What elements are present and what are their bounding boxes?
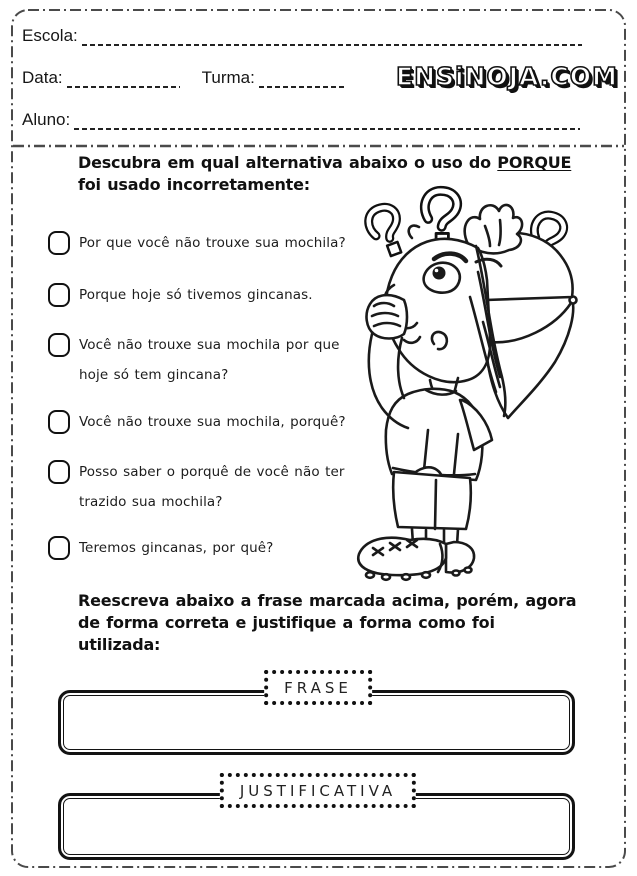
option-row-4 [48,407,347,437]
option-checkbox-4[interactable] [48,410,70,434]
option-row-5 [48,457,347,517]
option-row-2 [48,280,347,310]
rewrite-instruction: Reescreva abaixo a frase marcada acima, porém, agora de forma correta e justifique a forma como foi utilizada: [78,591,577,654]
site-logo: ENSiNOJA.COM [396,62,618,91]
justificativa-tag: JUSTIFICATIVA [220,773,416,808]
porque-underlined: PORQUE [497,153,572,172]
option-label-4: Você não trouxe sua mochila, porquê? [79,414,346,430]
option-label-3: Você não trouxe sua mochila por que hoje só tem gincana? [79,337,340,383]
option-checkbox-3[interactable] [48,333,70,357]
student-row [22,110,580,130]
school-field-line[interactable] [82,31,582,46]
option-checkbox-6[interactable] [48,536,70,560]
class-field-line[interactable] [259,73,347,88]
date-label: Data: [22,68,63,87]
student-label: Aluno: [22,110,71,129]
instruction-after: foi usado incorretamente: [78,175,310,194]
option-checkbox-2[interactable] [48,283,70,307]
class-label: Turma: [201,68,255,87]
option-row-3 [48,330,347,390]
date-class-row [22,68,352,88]
option-label-2: Porque hoje só tivemos gincanas. [79,287,313,303]
student-field-line[interactable] [74,115,580,130]
school-label: Escola: [22,26,78,45]
school-row [22,26,582,46]
date-field-line[interactable] [67,73,180,88]
option-label-5: Posso saber o porquê de você não ter trazido sua mochila? [79,464,345,510]
thinking-boy-illustration [340,182,630,582]
option-label-1: Por que você não trouxe sua mochila? [79,235,346,251]
frase-tag: FRASE [264,670,372,705]
option-row-6 [48,533,347,563]
option-checkbox-5[interactable] [48,460,70,484]
option-checkbox-1[interactable] [48,231,70,255]
option-row-1 [48,228,347,258]
option-label-6: Teremos gincanas, por quê? [79,540,274,556]
instruction-before: Descubra em qual alternativa abaixo o uso do [78,153,498,172]
